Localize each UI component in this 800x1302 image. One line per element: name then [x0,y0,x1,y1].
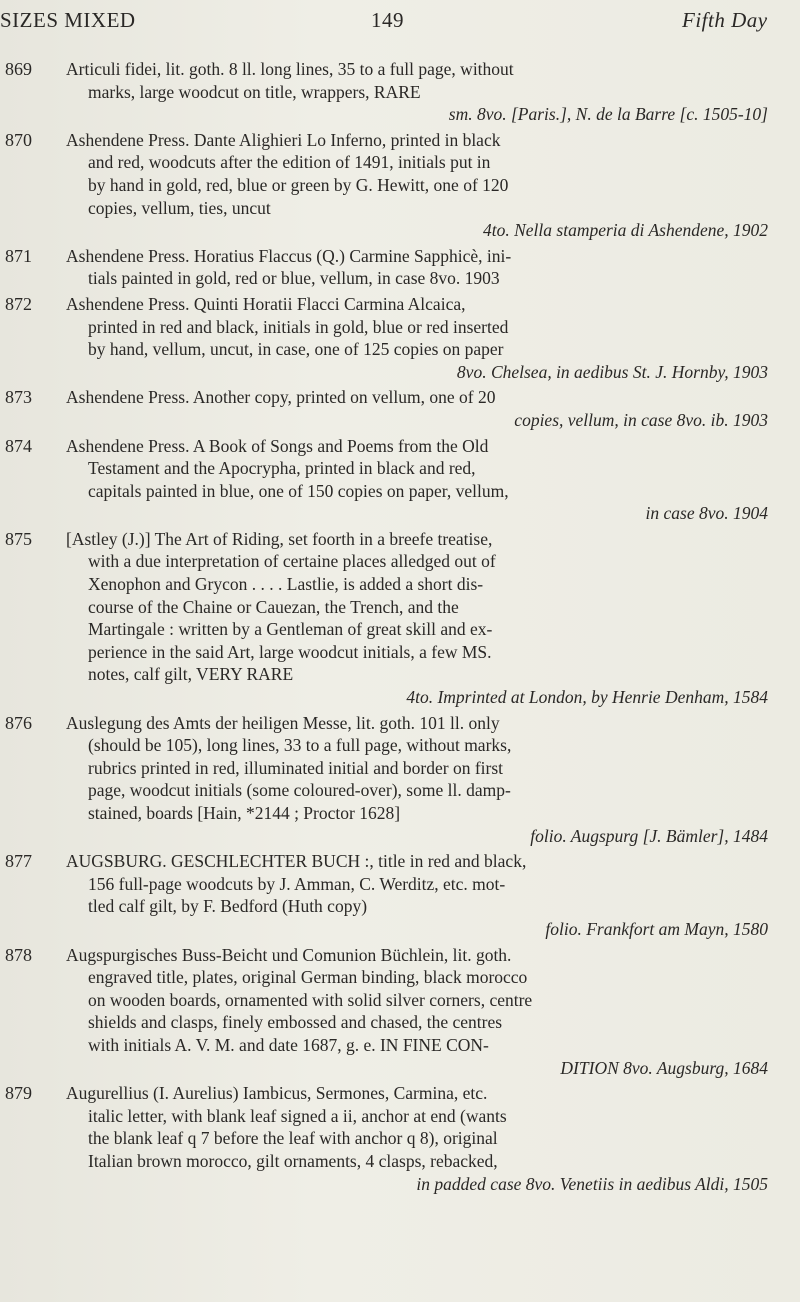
lot-number: 878 [5,944,32,965]
lot-number: 871 [5,245,32,266]
description-line: page, woodcut initials (some coloured-over), some ll. damp- [88,780,511,801]
lot-description [66,293,786,383]
description-line: DITION 8vo. Augsburg, 1684 [560,1057,768,1078]
lot-description [66,58,786,126]
description-line: italic letter, with blank leaf signed a ii, anchor at end (wants [88,1105,507,1126]
description-line: rubrics printed in red, illuminated initial and border on first [88,757,504,778]
description-line: shields and clasps, finely embossed and chased, the centres [88,1012,503,1033]
lot-entry [0,58,800,126]
lot-entry [0,528,800,709]
description-line: marks, large woodcut on title, wrappers, RARE [88,81,421,102]
lot-list [0,58,800,1198]
description-line: Augspurgisches Buss-Beicht und Comunion Büchlein, lit. goth. [66,944,512,965]
description-line: Augurellius (I. Aurelius) Iambicus, Sermones, Carmina, etc. [66,1083,488,1104]
description-line: Ashendene Press. Dante Alighieri Lo Inferno, printed in black [66,129,501,150]
description-line: sm. 8vo. [Paris.], N. de la Barre [c. 1505-10] [448,104,768,125]
lot-entry [0,435,800,525]
description-line: Auslegung des Amts der heiligen Messe, lit. goth. 101 ll. only [66,712,500,733]
description-line: perience in the said Art, large woodcut initials, a few MS. [88,641,492,662]
lot-number: 870 [5,129,32,150]
lot-number: 872 [5,293,32,314]
description-line: tled calf gilt, by F. Bedford (Huth copy) [88,896,368,917]
description-line: by hand in gold, red, blue or green by G. Hewitt, one of 120 [88,174,509,195]
running-head [0,8,800,44]
lot-entry [0,1082,800,1195]
lot-entry [0,944,800,1080]
lot-number: 877 [5,851,32,872]
lot-number: 876 [5,712,32,733]
description-line: with a due interpretation of certaine places alledged out of [88,551,496,572]
lot-description [66,528,786,709]
lot-description [66,386,786,431]
lot-entry [0,850,800,940]
lot-entry [0,245,800,290]
description-line: capitals painted in blue, one of 150 copies on paper, vellum, [88,480,509,501]
description-line: tials painted in gold, red or blue, vellum, in case 8vo. 1903 [88,268,500,289]
lot-description [66,850,786,940]
description-line: Ashendene Press. Horatius Flaccus (Q.) Carmine Sapphicè, ini- [66,245,512,266]
description-line: Articuli fidei, lit. goth. 8 ll. long lines, 35 to a full page, without [66,59,514,79]
description-line: Ashendene Press. Another copy, printed on vellum, one of 20 [66,387,496,408]
description-line: engraved title, plates, original German binding, black morocco [88,967,528,988]
description-line: by hand, vellum, uncut, in case, one of 125 copies on paper [88,339,504,360]
description-line: folio. Augspurg [J. Bämler], 1484 [530,825,768,846]
lot-description [66,712,786,848]
description-line: 156 full-page woodcuts by J. Amman, C. Werditz, etc. mot- [88,873,506,894]
description-line: in case 8vo. 1904 [645,503,768,524]
description-line: (should be 105), long lines, 33 to a full page, without marks, [88,735,512,756]
lot-number: 874 [5,435,32,456]
lot-entry [0,712,800,848]
description-line: on wooden boards, ornamented with solid silver corners, centre [88,989,533,1010]
sale-day: Fifth Day [682,8,768,32]
description-line: AUGSBURG. GESCHLECHTER BUCH :, title in red and black, [66,851,527,872]
description-line: 4to. Imprinted at London, by Henrie Denham, 1584 [406,687,768,708]
lot-entry [0,293,800,383]
description-line: Xenophon and Grycon . . . . Lastlie, is added a short dis- [88,574,484,595]
description-line: the blank leaf q 7 before the leaf with anchor q 8), original [88,1128,498,1149]
description-line: Testament and the Apocrypha, printed in black and red, [88,458,476,479]
lot-number: 879 [5,1083,32,1104]
lot-description [66,129,786,242]
lot-description [66,944,786,1080]
description-line: Ashendene Press. Quinti Horatii Flacci Carmina Alcaica, [66,293,466,314]
description-line: printed in red and black, initials in gold, blue or red inserted [88,316,509,337]
description-line: Italian brown morocco, gilt ornaments, 4 clasps, rebacked, [88,1150,498,1171]
lot-entry [0,386,800,431]
lot-number: 873 [5,387,32,408]
description-line: Martingale : written by a Gentleman of great skill and ex- [88,619,493,640]
lot-description [66,1082,786,1195]
description-line: in padded case 8vo. Venetiis in aedibus Aldi, 1505 [416,1173,768,1194]
description-line: copies, vellum, in case 8vo. ib. 1903 [514,409,768,430]
description-line: notes, calf gilt, VERY RARE [88,664,294,685]
lot-number: 875 [5,528,32,549]
description-line: 8vo. Chelsea, in aedibus St. J. Hornby, 1903 [456,361,768,382]
description-line: folio. Frankfort am Mayn, 1580 [545,918,768,939]
description-line: [Astley (J.)] The Art of Riding, set foorth in a breefe treatise, [66,528,493,549]
description-line: with initials A. V. M. and date 1687, g. e. IN FINE CON- [88,1034,489,1055]
lot-entry [0,129,800,242]
description-line: Ashendene Press. A Book of Songs and Poems from the Old [66,435,489,456]
page-number: 149 [371,8,404,32]
description-line: 4to. Nella stamperia di Ashendene, 1902 [483,220,768,241]
section-heading: SIZES MIXED [0,8,136,32]
lot-description [66,245,786,290]
description-line: copies, vellum, ties, uncut [88,197,271,218]
description-line: and red, woodcuts after the edition of 1491, initials put in [88,152,491,173]
lot-number: 869 [5,59,32,79]
description-line: course of the Chaine or Cauezan, the Trench, and the [88,596,459,617]
description-line: stained, boards [Hain, *2144 ; Proctor 1628] [88,803,401,823]
lot-description [66,435,786,525]
